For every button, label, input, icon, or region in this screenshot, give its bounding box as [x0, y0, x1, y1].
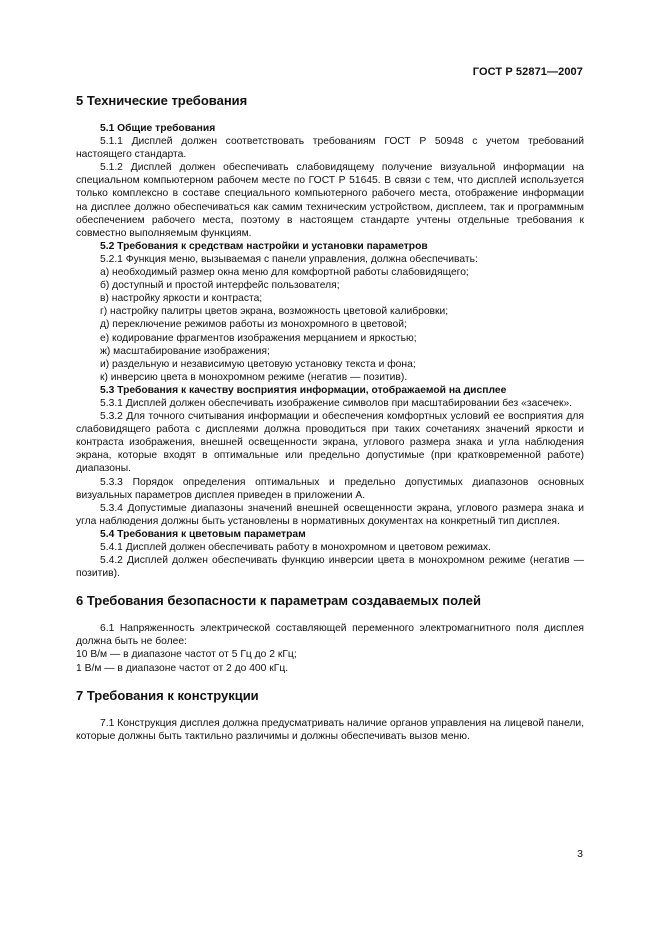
paragraph-5-2-1: 5.2.1 Функция меню, вызываемая с панели управления, должна обеспечивать:: [100, 253, 478, 265]
subsection-5-2-title: 5.2 Требования к средствам настройки и установки параметров: [100, 240, 428, 252]
paragraph-5-3-1: 5.3.1 Дисплей должен обеспечивать изображение символов при масштабировании без «засечек».: [100, 397, 573, 409]
subsection-5-1-title: 5.1 Общие требования: [100, 123, 216, 134]
paragraph-5-3-3: 5.3.3 Порядок определения оптимальных и предельно допустимых диапазонов основных визуальных параметров дисплея приведен в приложении А.: [76, 476, 584, 501]
subsection-5-4-title: 5.4 Требования к цветовым параметрам: [100, 528, 306, 540]
paragraph-6-1: 6.1 Напряженность электрической составляющей переменного электромагнитного поля дисплея должна быть не более:: [76, 623, 584, 648]
list-item-a: а) необходимый размер окна меню для комфортной работы слабовидящего;: [100, 267, 469, 279]
section-6-title: 6 Требования безопасности к параметрам создаваемых полей: [76, 593, 482, 609]
list-item-g: г) настройку палитры цветов экрана, возможность цветовой калибровки;: [100, 306, 449, 318]
paragraph-5-1-1: 5.1.1 Дисплей должен соответствовать требованиям ГОСТ Р 50948 с учетом требований настоящего стандарта.: [76, 136, 584, 161]
list-item-zh: ж) масштабирование изображения;: [100, 345, 270, 357]
list-item-k: к) инверсию цвета в монохромном режиме (негатив — позитив).: [100, 371, 408, 383]
paragraph-5-4-2: 5.4.2 Дисплей должен обеспечивать функцию инверсии цвета в монохромном режиме (негатив — позитив).: [76, 555, 584, 580]
paragraph-5-3-2: 5.3.2 Для точного считывания информации и обеспечения комфортных условий ее восприятия для слабовидящего работа с дисплеями должна проводиться при таких сочетаниях значений яркости и контраста изображения, внешней освещенности экрана, углового размера знака и угла наблюдения экрана, которые входят в оптимальные или предельно допустимые (при кратковременной работе) диапазоны.: [76, 411, 584, 475]
field-limit-line-2: 1 В/м — в диапазоне частот от 2 до 400 кГц.: [76, 662, 289, 674]
document-code: ГОСТ Р 52871—2007: [472, 66, 583, 78]
list-item-d: д) переключение режимов работы из монохромного в цветовой;: [100, 319, 407, 331]
page-number: 3: [577, 848, 583, 860]
list-item-b: б) доступный и простой интерфейс пользователя;: [100, 280, 340, 292]
list-item-i: и) раздельную и независимую цветовую установку текста и фона;: [100, 358, 416, 370]
list-item-v: в) настройку яркости и контраста;: [100, 293, 263, 305]
subsection-5-3-title: 5.3 Требования к качеству восприятия информации, отображаемой на дисплее: [100, 384, 507, 396]
paragraph-5-4-1: 5.4.1 Дисплей должен обеспечивать работу в монохромном и цветовом режимах.: [100, 542, 492, 553]
paragraph-5-1-2: 5.1.2 Дисплей должен обеспечивать слабовидящему получение визуальной информации на специальном компьютерном рабочем месте по ГОСТ Р 51645. В связи с тем, что дисплей используется только комплексно в составе специального компьютерного рабочего места, отображение информации на дисплее должно обеспечиваться как самим техническим устройством, дисплеем, так и программным обеспечением рабочего места, поэтому в настоящем стандарте учтены отдельные требования к совместно выполняемым функциям.: [76, 162, 584, 239]
section-5-title: 5 Технические требования: [76, 93, 248, 108]
field-limit-line-1: 10 В/м — в диапазоне частот от 5 Гц до 2 кГц;: [76, 649, 297, 661]
paragraph-7-1: 7.1 Конструкция дисплея должна предусматривать наличие органов управления на лицевой панели, которые должны быть тактильно различимы и должны обеспечивать вызов меню.: [76, 717, 584, 742]
list-item-e: е) кодирование фрагментов изображения мерцанием и яркостью;: [100, 332, 417, 344]
document-body: [76, 93, 584, 743]
section-7-title: 7 Требования к конструкции: [76, 687, 259, 703]
paragraph-5-3-4: 5.3.4 Допустимые диапазоны значений внешней освещенности экрана, углового размера знака и угла наблюдения должны быть установлены в нормативных документах на конкретный тип дисплея.: [76, 502, 584, 527]
